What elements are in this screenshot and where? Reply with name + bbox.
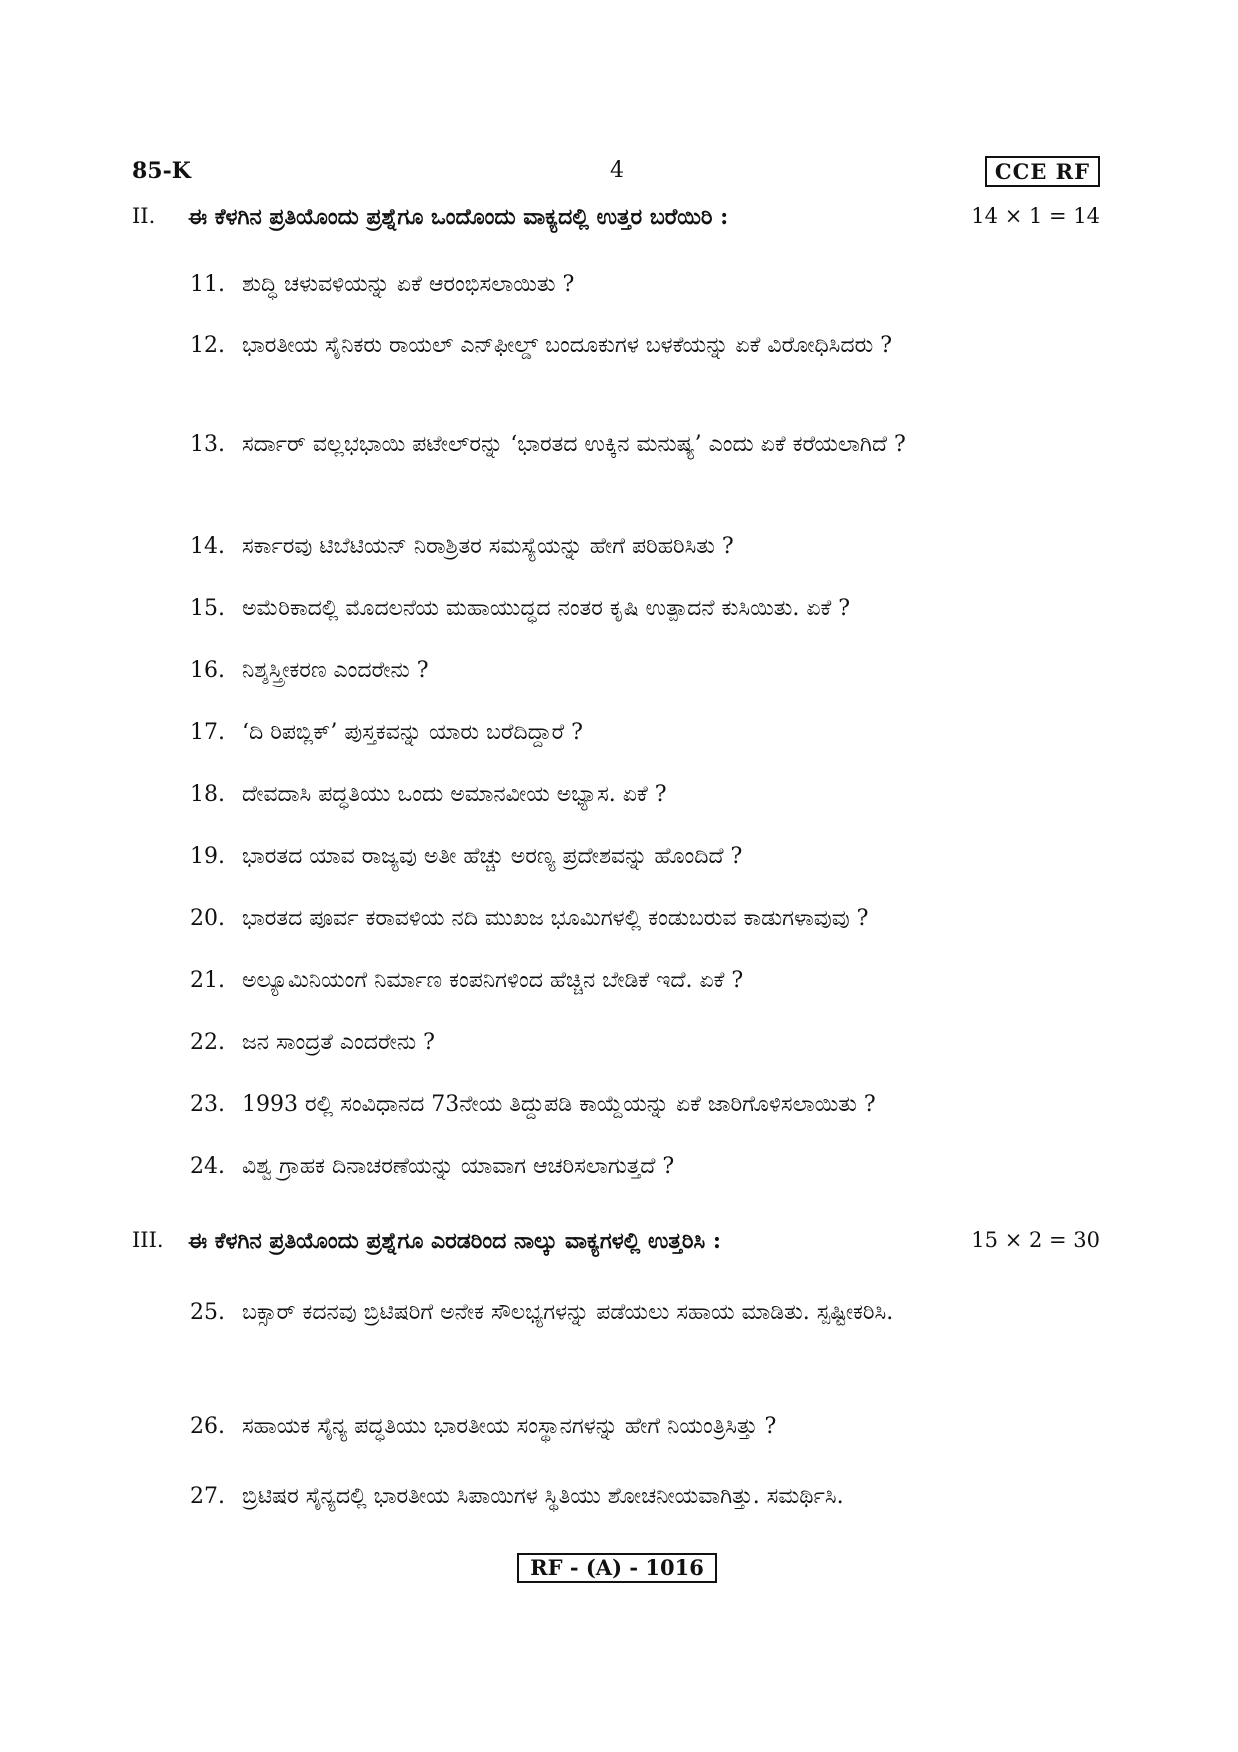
section-ii-heading [132, 204, 1100, 240]
question-number: 21. [190, 968, 225, 993]
question-number: 12. [190, 333, 225, 358]
question-text: ಅಲ್ಯೂಮಿನಿಯಂಗೆ ನಿರ್ಮಾಣ ಕಂಪನಿಗಳಿಂದ ಹೆಚ್ಚಿನ ಬೇಡಿಕೆ ಇದೆ. ಏಕೆ ? [242, 968, 744, 993]
question-number: 15. [190, 596, 225, 621]
question-text: ವಿಶ್ವ ಗ್ರಾಹಕ ದಿನಾಚರಣೆಯನ್ನು ಯಾವಾಗ ಆಚರಿಸಲಾಗುತ್ತದೆ ? [242, 1154, 675, 1179]
question-item [190, 266, 1102, 303]
question-text: 1993 ರಲ್ಲಿ ಸಂವಿಧಾನದ 73ನೇಯ ತಿದ್ದುಪಡಿ ಕಾಯ್ದೆಯನ್ನು ಏಕೆ ಜಾರಿಗೊಳಿಸಲಾಯಿತು ? [242, 1092, 876, 1117]
question-text: ಬಕ್ಸಾರ್ ಕದನವು ಬ್ರಿಟಿಷರಿಗೆ ಅನೇಕ ಸೌಲಭ್ಯಗಳನ್ನು ಪಡೆಯಲು ಸಹಾಯ ಮಾಡಿತು. ಸ್ಪಷ್ಟೀಕರಿಸಿ. [242, 1300, 894, 1325]
question-text: ಸರ್ದಾರ್ ವಲ್ಲಭಭಾಯಿ ಪಟೇಲ್‌ರನ್ನು ‘ಭಾರತದ ಉಕ್ಕಿನ ಮನುಷ್ಯ’ ಎಂದು ಏಕೆ ಕರೆಯಲಾಗಿದೆ ? [242, 432, 906, 457]
question-item [190, 1294, 1102, 1331]
question-text: ಭಾರತದ ಪೂರ್ವ ಕರಾವಳಿಯ ನದಿ ಮುಖಜ ಭೂಮಿಗಳಲ್ಲಿ ಕಂಡುಬರುವ ಕಾಡುಗಳಾವುವು ? [242, 906, 869, 931]
question-item [190, 900, 1102, 937]
question-number: 24. [190, 1154, 225, 1179]
question-item [190, 327, 1102, 364]
question-text: ಅಮೆರಿಕಾದಲ್ಲಿ ಮೊದಲನೆಯ ಮಹಾಯುದ್ಧದ ನಂತರ ಕೃಷಿ ಉತ್ಪಾದನೆ ಕುಸಿಯಿತು. ಏಕೆ ? [242, 596, 851, 621]
question-number: 27. [190, 1484, 225, 1509]
cce-rf-badge: CCE RF [985, 156, 1100, 187]
section-marks: 15 × 2 = 30 [971, 1228, 1100, 1252]
question-number: 23. [190, 1092, 225, 1117]
question-number: 26. [190, 1414, 225, 1439]
question-number: 22. [190, 1030, 225, 1055]
section-marks: 14 × 1 = 14 [971, 204, 1100, 228]
question-text: ದೇವದಾಸಿ ಪದ್ಧತಿಯು ಒಂದು ಅಮಾನವೀಯ ಅಭ್ಯಾಸ. ಏಕೆ ? [242, 782, 667, 807]
question-item [190, 426, 1102, 463]
footer-paper-code: RF - (A) - 1016 [517, 1553, 717, 1583]
question-text: ಶುದ್ಧಿ ಚಳುವಳಿಯನ್ನು ಏಕೆ ಆರಂಭಿಸಲಾಯಿತು ? [242, 272, 575, 297]
question-item [190, 1408, 1102, 1445]
section-instruction: ಈ ಕೆಳಗಿನ ಪ್ರತಿಯೊಂದು ಪ್ರಶ್ನೆಗೂ ಒಂದೊಂದು ವಾಕ್ಯದಲ್ಲಿ ಉತ್ತರ ಬರೆಯಿರಿ : [188, 204, 729, 230]
question-number: 11. [190, 272, 225, 297]
question-text: ಬ್ರಿಟಿಷರ ಸೈನ್ಯದಲ್ಲಿ ಭಾರತೀಯ ಸಿಪಾಯಿಗಳ ಸ್ಥಿತಿಯು ಶೋಚನೀಯವಾಗಿತ್ತು. ಸಮರ್ಥಿಸಿ. [242, 1484, 844, 1509]
page-header [132, 158, 1100, 190]
question-item [190, 714, 1102, 751]
section-instruction: ಈ ಕೆಳಗಿನ ಪ್ರತಿಯೊಂದು ಪ್ರಶ್ನೆಗೂ ಎರಡರಿಂದ ನಾಲ್ಕು ವಾಕ್ಯಗಳಲ್ಲಿ ಉತ್ತರಿಸಿ : [188, 1228, 721, 1254]
question-number: 17. [190, 720, 225, 745]
question-text: ನಿಶ್ಶಸ್ತ್ರೀಕರಣ ಎಂದರೇನು ? [242, 658, 429, 683]
question-item [190, 838, 1102, 875]
question-text: ಭಾರತದ ಯಾವ ರಾಜ್ಯವು ಅತೀ ಹೆಚ್ಚು ಅರಣ್ಯ ಪ್ರದೇಶವನ್ನು ಹೊಂದಿದೆ ? [242, 844, 743, 869]
question-text: ಭಾರತೀಯ ಸೈನಿಕರು ರಾಯಲ್ ಎನ್‌ಫೀಲ್ಡ್ ಬಂದೂಕುಗಳ ಬಳಕೆಯನ್ನು ಏಕೆ ವಿರೋಧಿಸಿದರು ? [242, 333, 892, 358]
section-iii-heading [132, 1228, 1100, 1264]
page-number: 4 [610, 158, 624, 183]
question-item [190, 528, 1102, 565]
question-item [190, 1148, 1102, 1185]
question-item [190, 1024, 1102, 1061]
question-number: 25. [190, 1300, 225, 1325]
question-number: 16. [190, 658, 225, 683]
question-item [190, 962, 1102, 999]
paper-code: 85-K [132, 158, 191, 184]
question-text: ಸಹಾಯಕ ಸೈನ್ಯ ಪದ್ಧತಿಯು ಭಾರತೀಯ ಸಂಸ್ಥಾನಗಳನ್ನು ಹೇಗೆ ನಿಯಂತ್ರಿಸಿತ್ತು ? [242, 1414, 777, 1439]
question-number: 14. [190, 534, 225, 559]
question-item [190, 776, 1102, 813]
question-item [190, 590, 1102, 627]
section-number: III. [132, 1228, 164, 1252]
question-number: 18. [190, 782, 225, 807]
question-item [190, 652, 1102, 689]
question-number: 19. [190, 844, 225, 869]
question-number: 20. [190, 906, 225, 931]
question-text: ‘ದಿ ರಿಪಬ್ಲಿಕ್’ ಪುಸ್ತಕವನ್ನು ಯಾರು ಬರೆದಿದ್ದಾರೆ ? [242, 720, 583, 745]
question-text: ಸರ್ಕಾರವು ಟಿಬೆಟಿಯನ್ ನಿರಾಶ್ರಿತರ ಸಮಸ್ಯೆಯನ್ನು ಹೇಗೆ ಪರಿಹರಿಸಿತು ? [242, 534, 734, 559]
question-text: ಜನ ಸಾಂದ್ರತೆ ಎಂದರೇನು ? [242, 1030, 435, 1055]
section-number: II. [132, 204, 156, 228]
question-number: 13. [190, 432, 225, 457]
question-item [190, 1086, 1102, 1123]
question-item [190, 1478, 1102, 1515]
